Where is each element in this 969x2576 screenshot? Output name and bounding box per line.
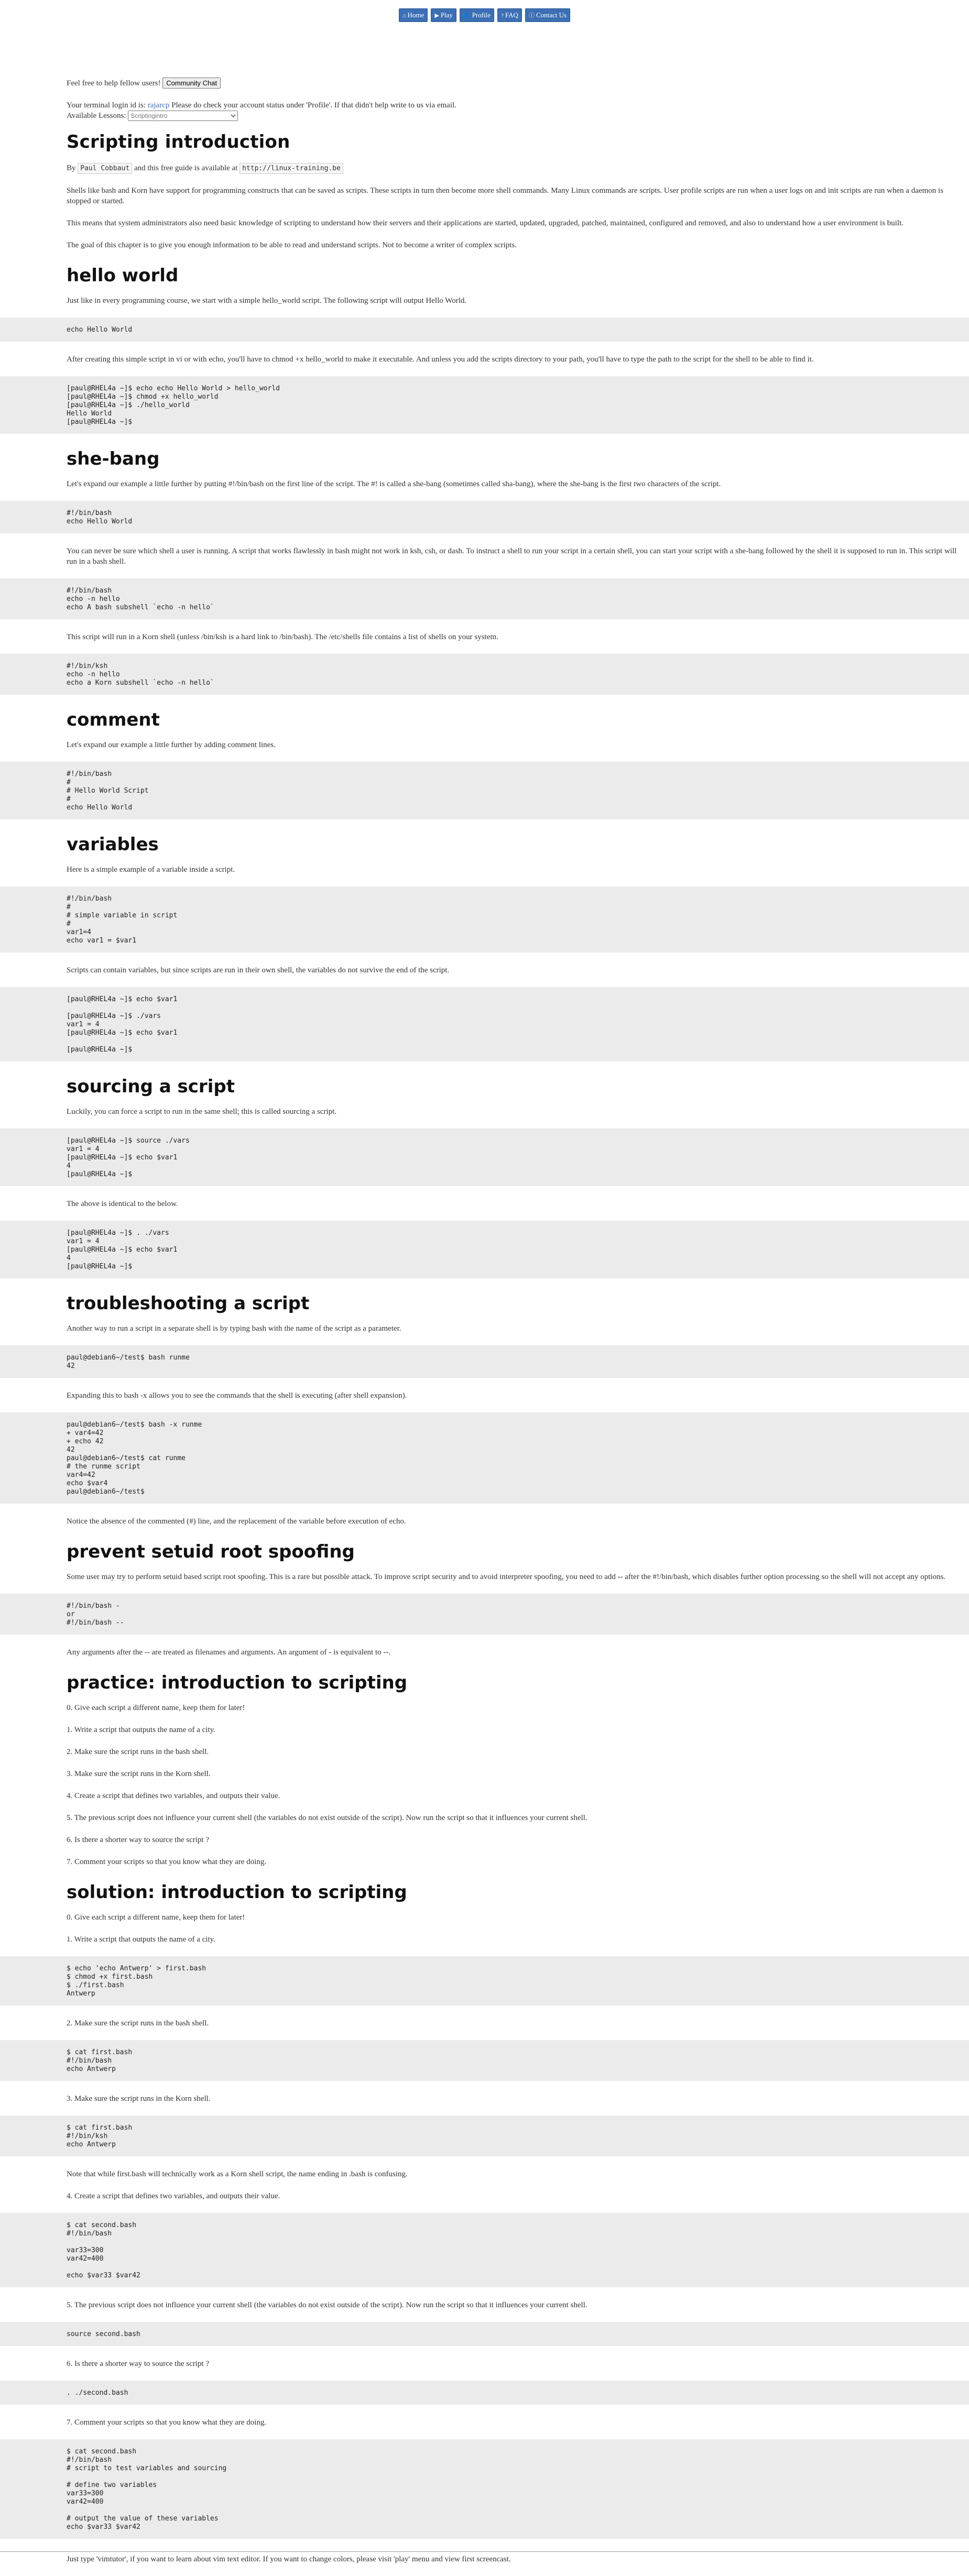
nav-home-label: Home xyxy=(407,11,424,19)
question-icon: ? xyxy=(501,13,504,19)
nav-profile-label: Profile xyxy=(472,11,491,19)
practice-item: 1. Write a script that outputs the name of a city. xyxy=(67,1726,215,1734)
heading-she-bang: she-bang xyxy=(67,448,160,469)
variables-para-1: Here is a simple example of a variable inside a script. xyxy=(67,865,235,874)
code-block: #!/bin/bash # # simple variable in script # var1=4 echo var1 = $var1 xyxy=(0,886,969,952)
byline-mid: and this free guide is available at xyxy=(134,164,238,172)
heading-setuid: prevent setuid root spoofing xyxy=(67,1541,355,1562)
code-block: $ cat first.bash #!/bin/bash echo Antwerp xyxy=(0,2040,969,2081)
code-block: #!/bin/bash echo Hello World xyxy=(0,501,969,533)
lessons-label: Available Lessons: xyxy=(67,112,126,120)
heading-solution: solution: introduction to scripting xyxy=(67,1882,407,1903)
code-block: [paul@RHEL4a ~]$ source ./vars var1 = 4 [paul@RHEL4a ~]$ echo $var1 4 [paul@RHEL4a ~]$ xyxy=(0,1128,969,1186)
code-block: #!/bin/ksh echo -n hello echo a Korn subshell `echo -n hello` xyxy=(0,654,969,695)
nav-contact-label: Contact Us xyxy=(536,11,567,19)
help-line xyxy=(67,78,957,89)
nav-contact-button[interactable] xyxy=(525,8,570,22)
code-block: $ cat second.bash #!/bin/bash var33=300 var42=400 echo $var33 $var42 xyxy=(0,2213,969,2287)
code-block: [paul@RHEL4a ~]$ echo $var1 [paul@RHEL4a ~]$ ./vars var1 = 4 [paul@RHEL4a ~]$ echo $var1 [paul@RHEL4a ~]$ xyxy=(0,987,969,1061)
nav-faq-label: FAQ xyxy=(505,11,518,19)
lessons-line xyxy=(67,111,957,121)
solution-step: 6. Is there a shorter way to source the script ? xyxy=(67,2360,209,2368)
author-name: Paul Cobbaut xyxy=(78,163,132,174)
solution-note: Note that while first.bash will technically work as a Korn shell script, the name ending in .bash is confusing. xyxy=(67,2170,408,2178)
sourcing-para-1: Luckily, you can force a script to run in the same shell; this is called sourcing a script. xyxy=(67,1108,337,1116)
community-chat-button[interactable]: Community Chat xyxy=(162,78,221,89)
heading-sourcing: sourcing a script xyxy=(67,1076,235,1097)
help-text: Feel free to help fellow users! xyxy=(67,79,161,87)
setuid-para-1: Some user may try to perform setuid based script root spoofing. This is a rare but possible attack. To improve script security and to avoid interpreter spoofing, you need to add -- after the #!/bin/bash, which disables further option processing so the shell will not accept any options. xyxy=(67,1573,946,1581)
code-block: [paul@RHEL4a ~]$ . ./vars var1 = 4 [paul@RHEL4a ~]$ echo $var1 4 [paul@RHEL4a ~]$ xyxy=(0,1221,969,1278)
solution-step: 7. Comment your scripts so that you know what they are doing. xyxy=(67,2418,267,2427)
setuid-para-2: Any arguments after the -- are treated as filenames and arguments. An argument of - is equivalent to --. xyxy=(67,1648,391,1657)
practice-item: 5. The previous script does not influence your current shell (the variables do not exist outside of the script). Now run the script so that it influences your current shell. xyxy=(67,1814,587,1822)
nav-play-button[interactable] xyxy=(431,8,456,22)
trouble-para-3: Notice the absence of the commented (#) line, and the replacement of the variable before execution of echo. xyxy=(67,1517,406,1526)
login-post: Please do check your account status under 'Profile'. If that didn't help write to us via email. xyxy=(171,101,456,109)
intro-para-3: The goal of this chapter is to give you enough information to be able to read and understand scripts. Not to become a writer of complex scripts. xyxy=(67,241,517,249)
trouble-para-2: Expanding this to bash -x allows you to see the commands that the shell is executing (after shell expansion). xyxy=(67,1391,407,1400)
practice-item: 2. Make sure the script runs in the bash shell. xyxy=(67,1748,209,1756)
solution-step: 5. The previous script does not influence your current shell (the variables do not exist outside of the script). Now run the script so that it influences your current shell. xyxy=(67,2301,587,2309)
solution-step: 2. Make sure the script runs in the bash shell. xyxy=(67,2019,209,2027)
page-title: Scripting introduction xyxy=(67,131,290,152)
variables-para-2: Scripts can contain variables, but since scripts are run in their own shell, the variables do not survive the end of the script. xyxy=(67,966,450,974)
nav-profile-button[interactable] xyxy=(460,8,494,22)
login-pre: Your terminal login id is: xyxy=(67,101,146,109)
intro-para-1: Shells like bash and Korn have support for programming constructs that can be saved as scripts. These scripts in turn then become more shell commands. Many Linux commands are scripts. User profile scripts are run when a user logs on and init scripts are run when a daemon is stopped or started. xyxy=(67,187,944,205)
hello-para-1: Just like in every programming course, we start with a simple hello_world script. The following script will output Hello World. xyxy=(67,297,467,305)
shebang-para-2: You can never be sure which shell a user is running. A script that works flawlessly in bash might not work in ksh, csh, or dash. To instruct a shell to run your script in a certain shell, you can start your script with a she-bang followed by the shell it is supposed to run in. This script will run in a bash shell. xyxy=(67,547,957,566)
guide-url: http://linux-training.be xyxy=(239,163,343,174)
heading-hello-world: hello world xyxy=(67,265,179,286)
code-block: $ cat second.bash #!/bin/bash # script to test variables and sourcing # define two variables var33=300 var42=400 # output the value of these variables echo $var33 $var42 xyxy=(0,2439,969,2539)
practice-item: 6. Is there a shorter way to source the script ? xyxy=(67,1836,209,1844)
info-icon: ⓘ xyxy=(528,13,535,19)
code-block: echo Hello World xyxy=(0,317,969,342)
shebang-para-1: Let's expand our example a little further by putting #!/bin/bash on the first line of the script. The #! is called a she-bang (sometimes called sha-bang), where the she-bang is the first two characters of the script. xyxy=(67,480,721,488)
nav-play-label: Play xyxy=(440,11,453,19)
code-block: [paul@RHEL4a ~]$ echo echo Hello World > hello_world [paul@RHEL4a ~]$ chmod +x hello_world [paul@RHEL4a ~]$ ./hello_world Hello World [paul@RHEL4a ~]$ xyxy=(0,376,969,434)
home-icon: ⌂ xyxy=(402,13,406,19)
intro-para-2: This means that system administrators also need basic knowledge of scripting to understand how their servers and their applications are started, updated, upgraded, patched, maintained, configured and removed, and also to understand how a user environment is built. xyxy=(67,219,904,227)
code-block: #!/bin/bash echo -n hello echo A bash subshell `echo -n hello` xyxy=(0,578,969,619)
code-block: paul@debian6~/test$ bash runme 42 xyxy=(0,1345,969,1378)
practice-item: 3. Make sure the script runs in the Korn shell. xyxy=(67,1770,211,1778)
byline-pre: By xyxy=(67,164,76,172)
shebang-para-3: This script will run in a Korn shell (unless /bin/ksh is a hard link to /bin/bash). The /etc/shells file contains a list of shells on your system. xyxy=(67,633,498,641)
code-block: $ echo 'echo Antwerp' > first.bash $ chmod +x first.bash $ ./first.bash Antwerp xyxy=(0,1956,969,2005)
solution-step: 3. Make sure the script runs in the Korn shell. xyxy=(67,2095,211,2103)
solution-step: 0. Give each script a different name, keep them for later! xyxy=(67,1913,245,1922)
solution-step: 1. Write a script that outputs the name of a city. xyxy=(67,1935,215,1944)
nav-faq-button[interactable] xyxy=(497,8,522,22)
code-block: $ cat first.bash #!/bin/ksh echo Antwerp xyxy=(0,2115,969,2156)
practice-item: 4. Create a script that defines two variables, and outputs their value. xyxy=(67,1792,280,1800)
footer-text: Just type 'vimtutor', if you want to learn about vim text editor. If you want to change colors, please visit 'play' menu and view first screencast. xyxy=(67,2555,511,2563)
login-id-link[interactable]: rajarcp xyxy=(147,101,170,109)
footer-divider xyxy=(0,2551,969,2552)
code-block: #!/bin/bash - or #!/bin/bash -- xyxy=(0,1594,969,1635)
main-content xyxy=(67,78,957,2576)
heading-practice: practice: introduction to scripting xyxy=(67,1672,408,1693)
code-block: . ./second.bash xyxy=(0,2381,969,2405)
heading-variables: variables xyxy=(67,834,159,855)
heading-troubleshooting: troubleshooting a script xyxy=(67,1293,310,1314)
video-icon: ▶ xyxy=(434,13,439,19)
heading-comment: comment xyxy=(67,709,160,730)
practice-item: 7. Comment your scripts so that you know what they are doing. xyxy=(67,1858,267,1866)
byline xyxy=(67,163,957,174)
solution-step: 4. Create a script that defines two variables, and outputs their value. xyxy=(67,2192,280,2200)
user-icon: 👤 xyxy=(463,13,471,19)
sourcing-para-2: The above is identical to the below. xyxy=(67,1200,178,1208)
code-block: source second.bash xyxy=(0,2322,969,2346)
login-line xyxy=(67,100,957,111)
top-navigation xyxy=(0,8,969,22)
trouble-para-1: Another way to run a script in a separate shell is by typing bash with the name of the script as a parameter. xyxy=(67,1324,401,1333)
practice-item: 0. Give each script a different name, keep them for later! xyxy=(67,1704,245,1712)
code-block: paul@debian6~/test$ bash -x runme + var4=42 + echo 42 42 paul@debian6~/test$ cat runme # the runme script var4=42 echo $var4 paul@debian6~/test$ xyxy=(0,1412,969,1504)
comment-para-1: Let's expand our example a little further by adding comment lines. xyxy=(67,741,276,749)
code-block: #!/bin/bash # # Hello World Script # echo Hello World xyxy=(0,762,969,819)
hello-para-2: After creating this simple script in vi or with echo, you'll have to chmod +x hello_world to make it executable. And unless you add the scripts directory to your path, you'll have to type the path to the script for the shell to be able to find it. xyxy=(67,355,814,364)
lesson-select[interactable] xyxy=(128,111,238,121)
nav-home-button[interactable] xyxy=(399,8,428,22)
